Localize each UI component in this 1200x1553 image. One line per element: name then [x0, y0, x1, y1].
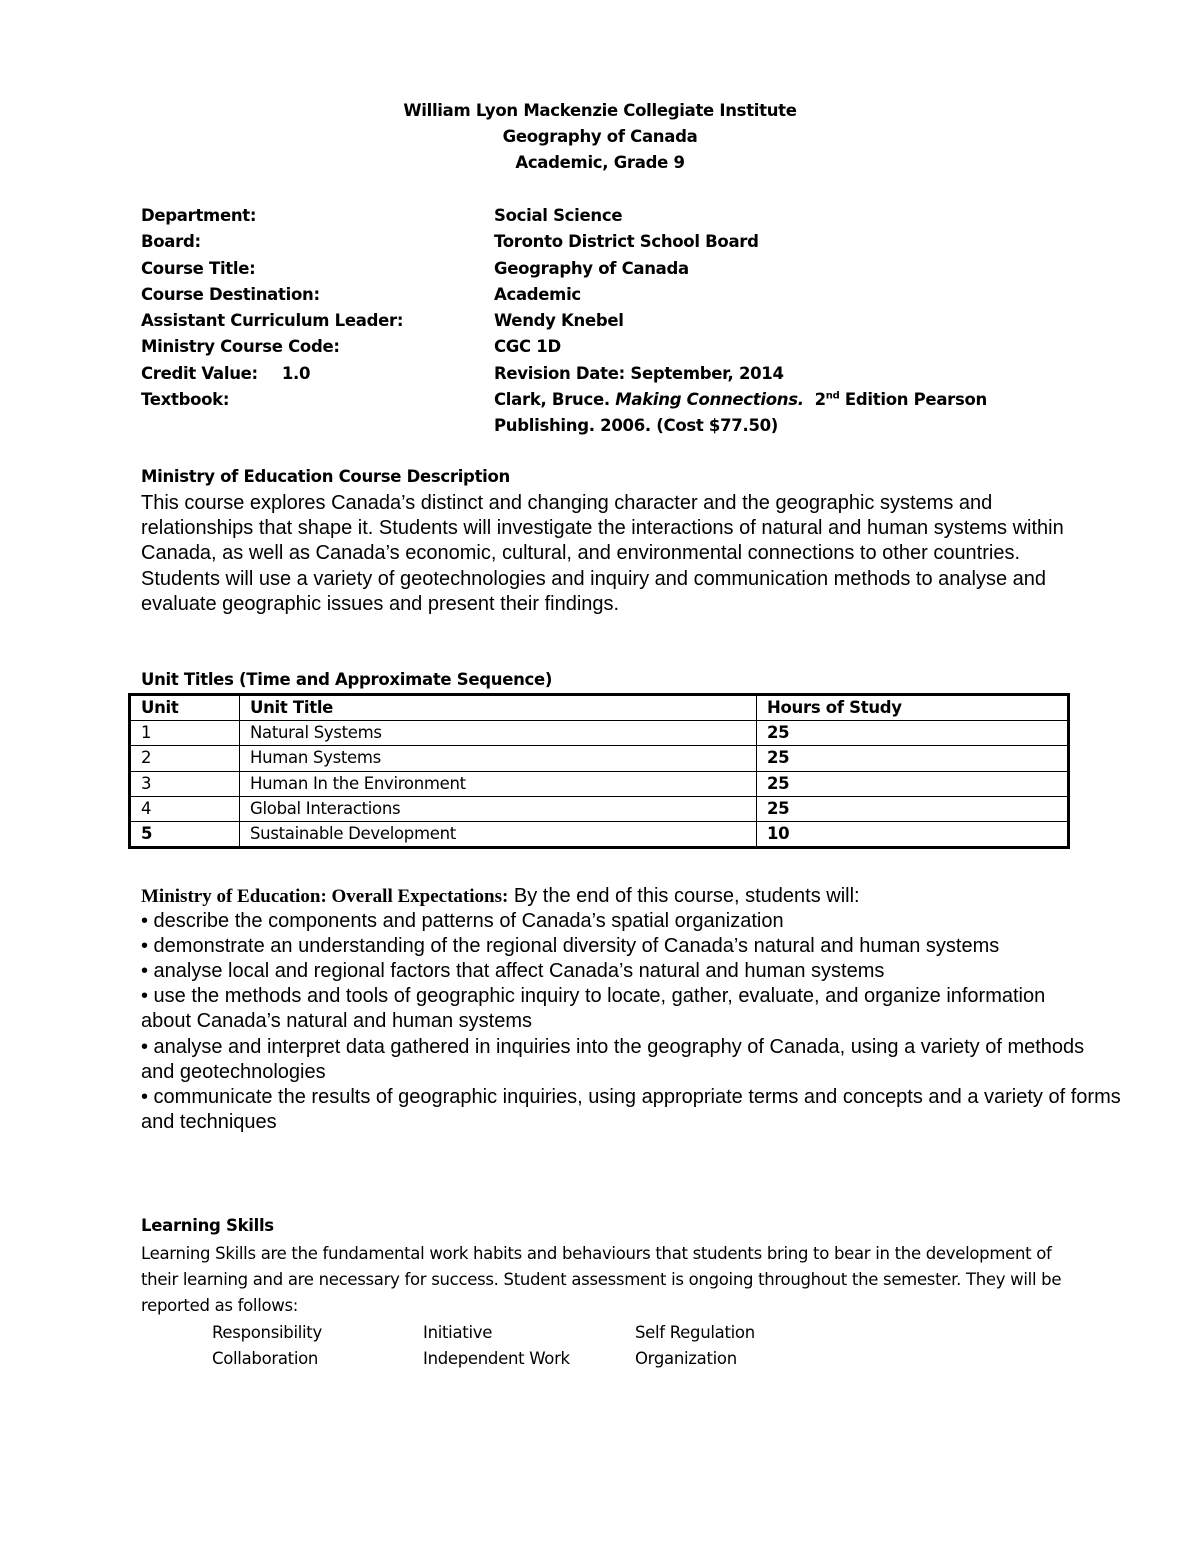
skill-item: Collaboration [212, 1348, 319, 1368]
unit-hours: 25 [757, 721, 1069, 746]
unit-number: 5 [130, 821, 240, 847]
unit-hours: 25 [757, 746, 1069, 771]
textbook-edition-sup: nd [825, 390, 840, 402]
units-header-row [130, 695, 1069, 721]
expectations-intro: By the end of this course, students will: [508, 885, 860, 907]
credit-value: 1.0 [281, 363, 311, 383]
code-value: CGC 1D [494, 337, 561, 357]
info-row-board [141, 229, 1041, 255]
destination-value: Academic [494, 284, 581, 304]
code-label: Ministry Course Code: [141, 337, 340, 357]
leader-label: Assistant Curriculum Leader: [141, 311, 404, 331]
skill-item: Independent Work [423, 1348, 570, 1368]
unit-hours: 25 [757, 796, 1069, 821]
units-col-title: Unit Title [240, 695, 757, 721]
department-label: Department: [141, 206, 257, 225]
unit-title: Sustainable Development [240, 821, 757, 847]
learning-skills-heading: Learning Skills [141, 1216, 274, 1235]
document-header [0, 98, 1200, 176]
expectations-intro-line [141, 884, 1121, 909]
info-row-code [141, 334, 1041, 360]
unit-number: 3 [130, 771, 240, 796]
textbook-edition-rest: Edition Pearson [844, 390, 987, 410]
skill-item: Self Regulation [635, 1323, 755, 1342]
skill-item: Organization [635, 1348, 737, 1368]
credit-label [141, 361, 310, 387]
description-text: This course explores Canada’s distinct and changing character and the geographic systems and relationships that shape it. Students will investigate the interactions of natural and human systems within Canada, as well as Canada’s economic, cultural, and environmental connections to other countries. Students will use a variety of geotechnologies and inquiry and communication methods to analyse and evaluate geographic issues and present their findings. [141, 492, 1064, 615]
info-row-leader [141, 308, 1041, 334]
revision-date: Revision Date: September, 2014 [494, 363, 784, 383]
textbook-value [494, 387, 987, 413]
textbook-edition-num: 2 [814, 390, 826, 410]
course-level: Academic, Grade 9 [515, 153, 685, 172]
unit-title: Human Systems [240, 746, 757, 771]
leader-value: Wendy Knebel [494, 311, 624, 331]
expectation-item: • describe the components and patterns of Canada’s spatial organization [141, 910, 784, 933]
unit-title: Global Interactions [240, 796, 757, 821]
course-title-value: Geography of Canada [494, 258, 689, 278]
units-table-body [130, 695, 1069, 848]
info-row-textbook-2 [141, 413, 1041, 439]
unit-hours: 25 [757, 771, 1069, 796]
unit-number: 1 [130, 721, 240, 746]
destination-label: Course Destination: [141, 284, 320, 304]
school-name: William Lyon Mackenzie Collegiate Institute [403, 101, 797, 120]
units-col-unit: Unit [130, 695, 240, 721]
board-label: Board: [141, 232, 201, 252]
unit-title: Human In the Environment [240, 771, 757, 796]
unit-number: 2 [130, 746, 240, 771]
unit-title: Natural Systems [240, 721, 757, 746]
units-table [128, 693, 1070, 849]
course-info [141, 203, 1041, 440]
textbook-label: Textbook: [141, 390, 230, 410]
table-row [130, 796, 1069, 821]
skills-row [212, 1346, 912, 1372]
credit-label-text: Credit Value: [141, 363, 258, 383]
course-title-label: Course Title: [141, 258, 256, 278]
learning-skills-text: Learning Skills are the fundamental work habits and behaviours that students bring to bear in the development of their learning and are necessary for success. Student assessment is ongoing throughout the semester. They will be reported as follows: [141, 1244, 1062, 1315]
info-row-textbook [141, 387, 1041, 413]
textbook-title: Making Connections. [615, 390, 804, 410]
textbook-author: Clark, Bruce. [494, 390, 610, 410]
expectation-item: • analyse and interpret data gathered in inquiries into the geography of Canada, using a variety of methods and geotechnologies [141, 1035, 1085, 1083]
units-heading: Unit Titles (Time and Approximate Sequence) [141, 670, 553, 689]
textbook-publishing: Publishing. 2006. (Cost $77.50) [494, 416, 779, 436]
table-row [130, 721, 1069, 746]
expectation-item: • use the methods and tools of geographic inquiry to locate, gather, evaluate, and organize information about Canada’s natural and human systems [141, 985, 1046, 1033]
expectation-item: • demonstrate an understanding of the regional diversity of Canada’s natural and human systems [141, 935, 1000, 958]
learning-skills-list [212, 1320, 912, 1371]
board-value: Toronto District School Board [494, 232, 759, 252]
expectation-item: • communicate the results of geographic inquiries, using appropriate terms and concepts and a variety of forms and techniques [141, 1085, 1121, 1133]
info-row-credit [141, 361, 1041, 387]
unit-number: 4 [130, 796, 240, 821]
expectations-section [141, 884, 1121, 1135]
table-row [130, 821, 1069, 847]
units-col-hours: Hours of Study [757, 695, 1069, 721]
description-heading: Ministry of Education Course Description [141, 467, 510, 486]
skill-item: Responsibility [212, 1323, 322, 1342]
course-name: Geography of Canada [502, 127, 698, 146]
skills-row [212, 1320, 912, 1346]
info-row-department [141, 203, 1041, 229]
expectations-heading: Ministry of Education: Overall Expectations: [141, 886, 509, 907]
department-value: Social Science [494, 206, 623, 225]
expectation-item: • analyse local and regional factors that affect Canada’s natural and human systems [141, 960, 885, 983]
skill-item: Initiative [423, 1323, 493, 1342]
info-row-course-title [141, 256, 1041, 282]
info-row-destination [141, 282, 1041, 308]
table-row [130, 771, 1069, 796]
table-row [130, 746, 1069, 771]
unit-hours: 10 [757, 821, 1069, 847]
